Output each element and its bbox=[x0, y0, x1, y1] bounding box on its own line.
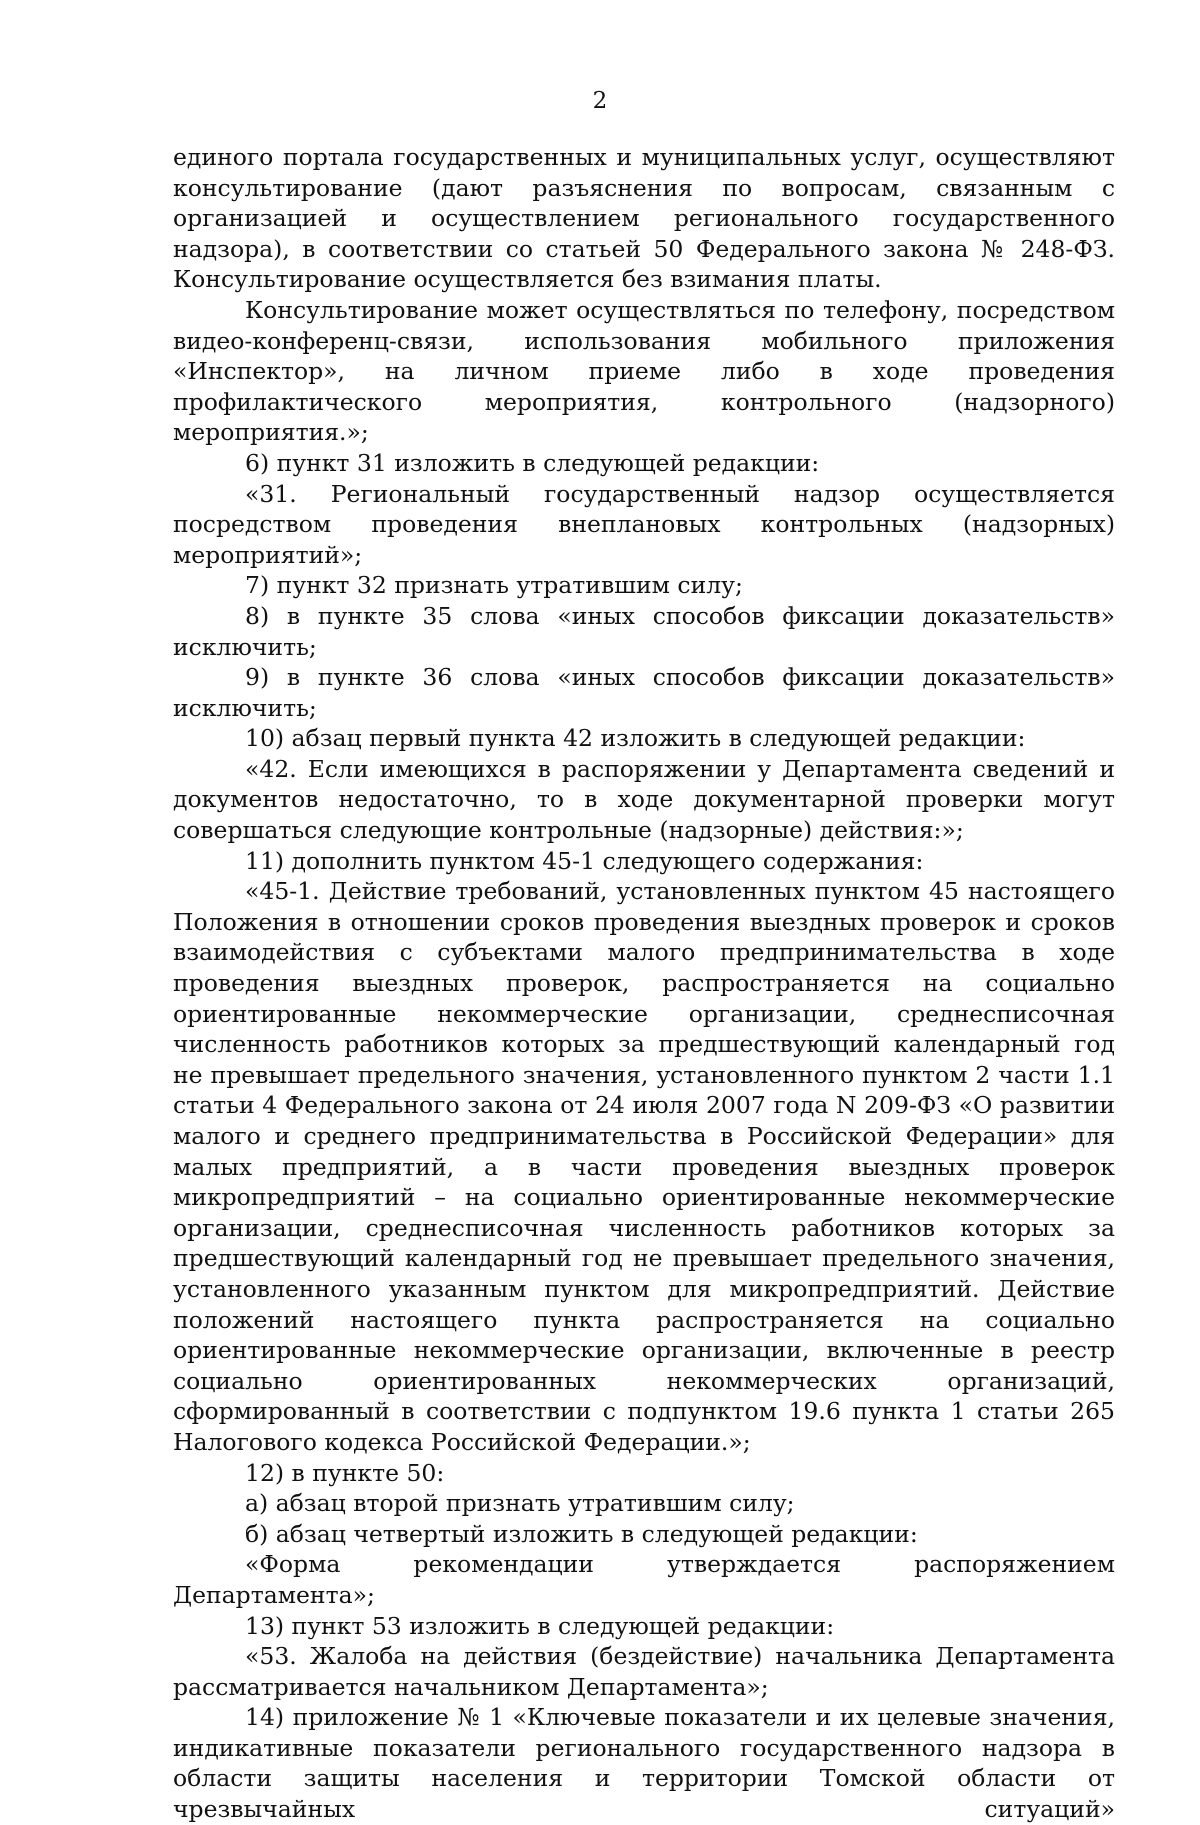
paragraph: «42. Если имеющихся в распоряжении у Департамента сведений и документов недостаточно, то в ходе документарной проверки могут совершаться следующие контрольные (надзорные) действия:»; bbox=[173, 754, 1115, 845]
page-number: 2 bbox=[592, 88, 608, 114]
paragraph: Консультирование может осуществляться по телефону, посредством видео-конференц-связи, использования мобильного приложения «Инспектор», на личном приеме либо в ходе проведения профилактического мероприятия, контрольного (надзорного) мероприятия.»; bbox=[173, 295, 1115, 447]
paragraph: 9) в пункте 36 слова «иных способов фиксации доказательств» исключить; bbox=[173, 663, 1115, 722]
paragraph: 7) пункт 32 признать утратившим силу; bbox=[245, 571, 743, 600]
paragraph: 14) приложение № 1 «Ключевые показатели и их целевые значения, индикативные показатели регионального государственного надзора в области защиты населения и территории Томской области от чрезвычайных ситуаций» bbox=[173, 1703, 1115, 1824]
paragraph: б) абзац четвертый изложить в следующей редакции: bbox=[245, 1519, 918, 1548]
paragraph: а) абзац второй признать утратившим силу; bbox=[245, 1489, 795, 1518]
paragraph: 11) дополнить пунктом 45-1 следующего содержания: bbox=[245, 846, 924, 875]
paragraph: 8) в пункте 35 слова «иных способов фиксации доказательств» исключить; bbox=[173, 601, 1115, 661]
paragraph: 10) абзац первый пункта 42 изложить в следующей редакции: bbox=[245, 724, 1026, 753]
paragraph: 13) пункт 53 изложить в следующей редакции: bbox=[245, 1611, 835, 1640]
paragraph: «Форма рекомендации утверждается распоряжением Департамента»; bbox=[173, 1550, 1115, 1609]
paragraph: «53. Жалоба на действия (бездействие) начальника Департамента рассматривается начальником Департамента»; bbox=[173, 1642, 1115, 1701]
paragraph: 6) пункт 31 изложить в следующей редакции: bbox=[245, 448, 820, 477]
paragraph: «31. Региональный государственный надзор осуществляется посредством проведения внеплановых контрольных (надзорных) мероприятий»; bbox=[173, 479, 1115, 569]
document-body bbox=[173, 142, 1115, 1825]
paragraph: единого портала государственных и муниципальных услуг, осуществляют консультирование (дают разъяснения по вопросам, связанным с организацией и осуществлением регионального государственного надзора), в соответствии со статьей 50 Федерального закона № 248-ФЗ. Консультирование осуществляется без взимания платы. bbox=[173, 143, 1115, 294]
paragraph: «45-1. Действие требований, установленных пунктом 45 настоящего Положения в отношении сроков проведения выездных проверок и сроков взаимодействия с субъектами малого предпринимательства в ходе проведения выездных проверок, распространяется на социально ориентированные некоммерческие организации, среднесписочная численность работников которых за предшествующий календарный год не превышает предельного значения, установленного пунктом 2 части 1.1 статьи 4 Федерального закона от 24 июля 2007 года N 209-ФЗ «О развитии малого и среднего предпринимательства в Российской Федерации» для малых предприятий, а в части проведения выездных проверок микропредприятий – на социально ориентированные некоммерческие организации, среднесписочная численность работников которых за предшествующий календарный год не превышает предельного значения, установленного указанным пунктом для микропредприятий. Действие положений настоящего пункта распространяется на социально ориентированные некоммерческие организации, включенные в реестр социально ориентированных некоммерческих организаций, сформированный в соответствии с подпунктом 19.6 пункта 1 статьи 265 Налогового кодекса Российской Федерации.»; bbox=[173, 877, 1115, 1456]
paragraph: 12) в пункте 50: bbox=[245, 1458, 445, 1487]
